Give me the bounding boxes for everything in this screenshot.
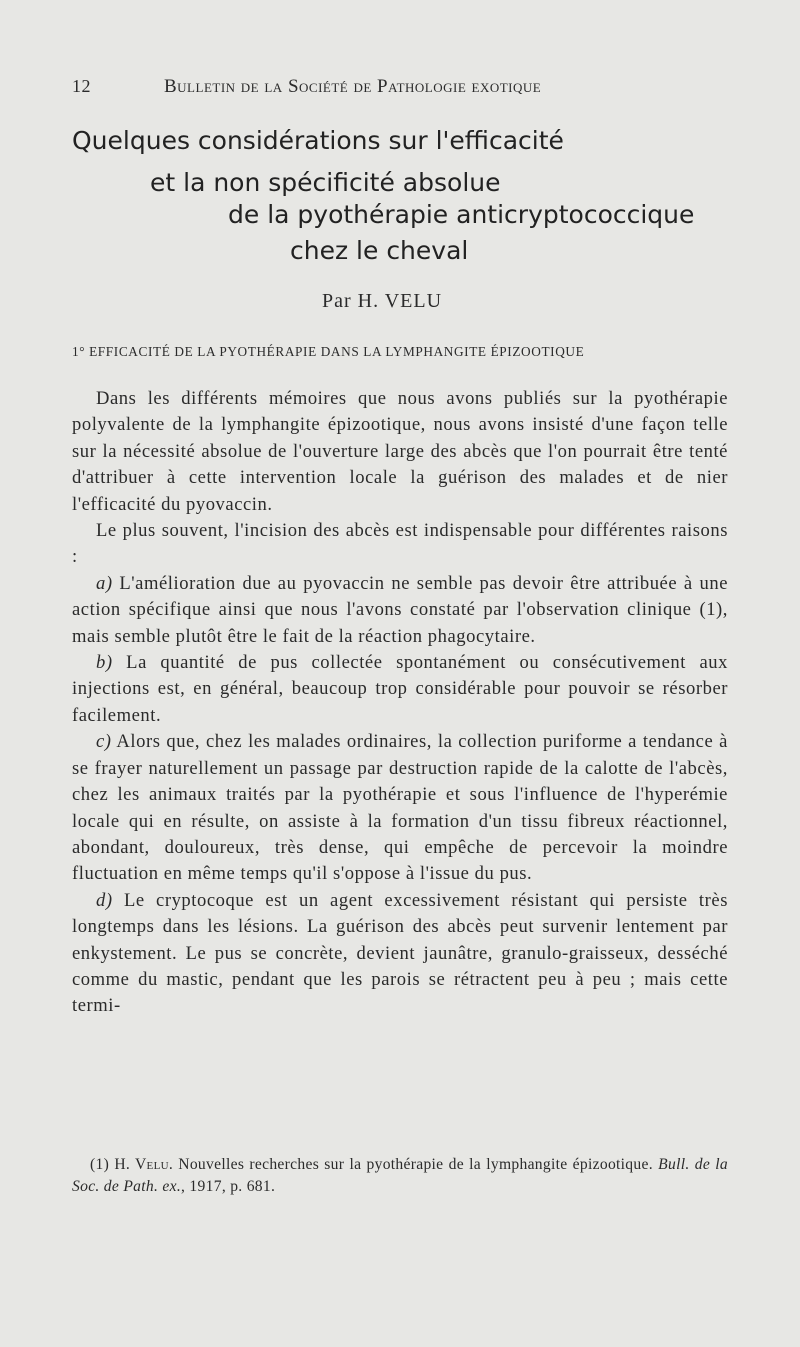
footnote-text	[72, 1154, 728, 1198]
running-header	[72, 76, 632, 104]
footnote-author: H. Velu.	[114, 1156, 174, 1173]
footnote-title: Nouvelles recherches sur la pyothérapie de la lymphangite épizootique.	[178, 1156, 653, 1173]
article-body	[72, 386, 728, 1020]
page-number: 12	[72, 76, 91, 96]
list-item	[72, 571, 728, 650]
paragraph: Le plus souvent, l'incision des abcès est indispensable pour différentes raisons :	[72, 520, 728, 568]
footnote-journal: Bull. de la Soc. de Path. ex.	[72, 1156, 728, 1195]
item-text: La quantité de pus collectée spontanément ou consécutivement aux injections est, en général, beaucoup trop considérable pour pouvoir se résorber facilement.	[72, 652, 728, 726]
item-marker: b)	[96, 652, 113, 674]
paragraph: Dans les différents mémoires que nous avons publiés sur la pyothérapie polyvalente de la lymphangite épizootique, nous avons insisté d'une façon telle sur la nécessité absolue de l'ouverture large des abcès que l'on pourrait être tenté d'attribuer à cette intervention locale la guérison des malades et de nier l'efficacité du pyovaccin.	[72, 388, 728, 515]
list-item	[72, 729, 728, 887]
footnote-details: , 1917, p. 681.	[181, 1178, 276, 1195]
list-item	[72, 650, 728, 729]
item-text: L'amélioration due au pyovaccin ne semble pas devoir être attribuée à une action spécifique ainsi que nous l'avons constaté par l'observation clinique (1), mais semble plutôt être le fait de la réaction phagocytaire.	[72, 572, 728, 647]
item-marker: c)	[96, 731, 112, 753]
item-text: Le cryptocoque est un agent excessivement résistant qui persiste très longtemps dans les lésions. La guérison des abcès peut survenir lentement par enkystement. Le pus se concrète, devient jaunâtre, granulo-graisseux, desséché comme du mastic, pendant que les parois se rétractent peu à peu ; mais cette termi-	[72, 889, 728, 1017]
author-byline: Par H. VELU	[322, 290, 443, 312]
item-text: Alors que, chez les malades ordinaires, la collection puriforme a tendance à se frayer naturellement un passage par destruction rapide de la calotte de l'abcès, chez les animaux traités par la pyothérapie et sous l'influence de l'hyperémie locale qui en résulte, on assiste à la formation d'un tissu fibreux réactionnel, abondant, douloureux, très dense, qui empêche de percevoir la moindre fluctuation en même temps qu'il s'oppose à l'issue du pus.	[72, 731, 728, 885]
list-item	[72, 888, 728, 1020]
section-heading: 1° EFFICACITÉ DE LA PYOTHÉRAPIE DANS LA LYMPHANGITE ÉPIZOOTIQUE	[72, 344, 585, 359]
item-marker: d)	[96, 889, 113, 911]
item-marker: a)	[96, 572, 113, 594]
journal-name: Bulletin de la Société de Pathologie exotique	[164, 76, 542, 97]
footnote	[72, 1154, 728, 1198]
article-title-line-3: de la pyothérapie anticryptococcique	[228, 200, 695, 229]
footnote-marker: (1)	[90, 1156, 110, 1173]
article-title-line-4: chez le cheval	[290, 236, 469, 265]
article-title-line-1: Quelques considérations sur l'efficacité	[72, 126, 564, 155]
article-title-line-2: et la non spécificité absolue	[150, 168, 501, 197]
